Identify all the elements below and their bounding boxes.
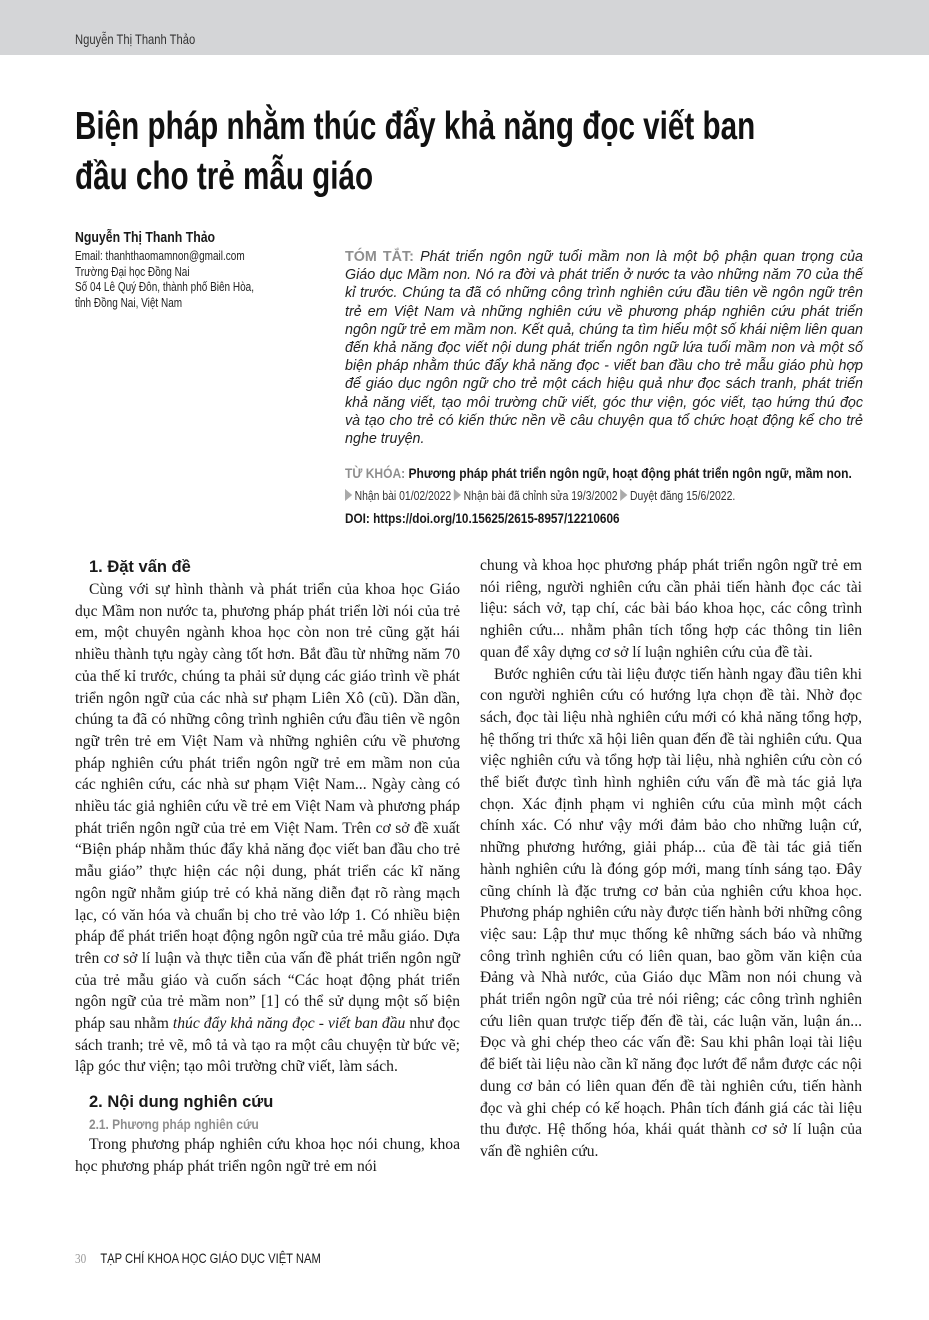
author-name: Nguyễn Thị Thanh Thảo: [75, 229, 216, 246]
section-2-1-paragraph-2: Bước nghiên cứu tài liệu được tiến hành ngay đầu tiên khi con người nghiên cứu có hướng lựa chọn đề tài. Nhờ đọc sách, đọc tài liệu nhà nghiên cứu mới có khả năng tổng hợp, hệ thống tri thức xã hội liên quan đến đề tài nghiên cứu. Qua việc nghiên cứu và tổng hợp tài liệu, nhà nghiên cứu còn có thể biết được tình hình nghiên cứu vấn đề mà tác giả lựa chọn. Xác định phạm vi nghiên cứu của mình một cách chính xác. Có như vậy mới đảm bảo cho những luận cứ, những phương hướng, giải pháp... của đề tài tác giả tiến hành nghiên cứu là đóng góp mới, mang tính sáng tạo. Đây cũng chính là đặc trưng cơ bản của nghiên cứu khoa học. Phương pháp nghiên cứu này được tiến hành bởi những công việc sau: Lập thư mục thống kê những sách báo và những công trình nghiên cứu có liên quan, bao gồm văn kiện của Đảng và Nhà nước, của Giáo dục Mầm non nói chung và phát triển ngôn ngữ của trẻ nói riêng; các công trình nghiên cứu liên quan trược tiếp đến đề tài, các luận văn, luận án... Đọc và ghi chép theo các vấn đề: Sau khi phân loại tài liệu để biết tài liệu nào cần kĩ năng đọc lướt để nắm được các nội dung cơ bản có liên quan đến đề tài nghiên cứu, tiến hành đọc và ghi chép có kế hoạch. Phân tích đánh giá các tài liệu thu được. Hệ thống hóa, khái quát thành cơ sở lí luận của vấn đề nghiên cứu.: [480, 665, 862, 1160]
arrow-icon: [620, 489, 627, 501]
running-header-author: Nguyễn Thị Thanh Thảo: [75, 31, 196, 47]
author-address-2: tỉnh Đồng Nai, Việt Nam: [75, 295, 183, 310]
arrow-icon: [454, 489, 461, 501]
author-address-1: Số 04 Lê Quý Đôn, thành phố Biên Hòa,: [75, 280, 255, 294]
body-column-left: [75, 555, 460, 1178]
paragraph-text-end: như đọc sách tranh; trẻ vẽ, mô tả và tạo ra một câu chuyện từ bức vẽ; lập góc thư viện; tạo môi trường chữ viết, làm sách.: [75, 1015, 460, 1076]
article-title: Biện pháp nhằm thúc đẩy khả năng đọc viết ban đầu cho trẻ mẫu giáo: [75, 105, 756, 198]
section-2-1-heading: 2.1. Phương pháp nghiên cứu: [89, 1116, 259, 1133]
abstract: [345, 248, 863, 448]
running-header: [0, 0, 929, 55]
abstract-text: Phát triển ngôn ngữ tuổi mầm non là một bộ phận quan trọng của Giáo dục Mầm non. Nó ra đời và phát triển ở nước ta vào những năm 70 của thế kỉ trước. Chúng ta đã có những công trình nghiên cứu đầu tiên về ngôn ngữ trên trẻ em Việt Nam và những nghiên cứu về phương pháp nghiên cứu phát triển ngôn ngữ trẻ em mầm non. Kết quả, chúng ta tìm hiểu một số khái niệm liên quan đến khả năng đọc viết nội dung phát triển ngôn ngữ lứa tuổi mầm non và một số biện pháp nhằm thúc đẩy khả năng đọc - viết ban đầu cho trẻ mẫu giáo phù hợp để giáo dục ngôn ngữ cho trẻ một cách hiệu quả như đọc sách tranh, phát triển khả năng viết, tạo môi trường chữ viết, góc thư viện, góc viết, tạo hứng thú đọc và tạo cho trẻ có kiến thức nền về câu chuyện qua tổ chức hoạt động kể cho trẻ nghe truyện.: [345, 249, 863, 448]
page-footer: [75, 1250, 321, 1268]
section-2-heading: 2. Nội dung nghiên cứu: [89, 1093, 274, 1112]
keywords: [345, 465, 861, 481]
date-accepted: Duyệt đăng 15/6/2022.: [630, 488, 736, 503]
author-institution: Trường Đại học Đồng Nai: [75, 264, 190, 279]
journal-name: TẠP CHÍ KHOA HỌC GIÁO DỤC VIỆT NAM: [100, 1250, 321, 1266]
author-email: Email: thanhthaomamnon@gmail.com: [75, 249, 245, 263]
abstract-label: TÓM TẮT:: [345, 249, 414, 265]
keywords-text: Phương pháp phát triển ngôn ngữ, hoạt động phát triển ngôn ngữ, mầm non.: [408, 465, 852, 481]
section-1-heading: 1. Đặt vấn đề: [89, 558, 191, 576]
date-received: Nhận bài 01/02/2022: [354, 488, 452, 503]
body-column-right: [480, 555, 862, 1163]
article-dates: [345, 488, 735, 503]
section-2-1-paragraph-start: Trong phương pháp nghiên cứu khoa học nói chung, khoa học phương pháp phát triển ngôn ngữ trẻ em nói: [75, 1136, 460, 1175]
paragraph-text: Cùng với sự hình thành và phát triển của khoa học Giáo dục Mầm non nước ta, phương pháp phát triển lời nói của trẻ em, một chuyên ngành khoa học còn non trẻ cũng gặt hái nhiều thành tựu ngày càng tốt hơn. Bắt đầu từ những năm 70 của thế kỉ trước, chúng ta phải sử dụng các giáo trình về phát triển ngôn ngữ của các nhà sư phạm Liên Xô (cũ). Dần dần, chúng ta đã có những công trình nghiên cứu đầu tiên về ngôn ngữ trên trẻ em Việt Nam và những nghiên cứu về phương pháp nghiên cứu phát triển ngôn ngữ trẻ em mầm non của các nghiên cứu, các nhà sư phạm Việt Nam... Ngày càng có nhiều tác giả nghiên cứu về trẻ em Việt Nam và phương pháp phát triển ngôn ngữ của trẻ em Việt Nam. Trên cơ sở đề xuất “Biện pháp nhằm thúc đẩy khả năng đọc viết ban đầu cho trẻ mẫu giáo” thực hiện các nội dung, phát triển các kĩ năng ngôn ngữ nhằm giúp trẻ có khả năng diễn đạt rõ ràng mạch lạc, có văn hóa và chuẩn bị cho trẻ vào lớp 1. Có nhiều biện pháp để phát triển hoạt động ngôn ngữ của trẻ mẫu giáo. Dựa trên cơ sở lí luận và thực tiễn của vấn đề phát triển ngôn ngữ của trẻ mẫu giáo và cuốn sách “Các hoạt động phát triển ngôn ngữ của trẻ mầm non” [1] có thể sử dụng một số biện pháp sau nhằm: [75, 581, 460, 1033]
keywords-label: TỪ KHÓA:: [345, 465, 406, 481]
paragraph-emphasis: thúc đẩy khả năng đọc - viết ban đầu: [172, 1015, 406, 1033]
date-revised: Nhận bài đã chỉnh sửa 19/3/2002: [463, 488, 618, 503]
section-1-paragraph: [75, 579, 460, 1078]
doi-link[interactable]: DOI: https://doi.org/10.15625/2615-8957/12210606: [345, 510, 620, 526]
author-affiliation: [75, 249, 254, 311]
page-number: 30: [75, 1252, 87, 1267]
section-2-1-paragraph-continued: chung và khoa học phương pháp phát triển ngôn ngữ trẻ em nói riêng, người nghiên cứu cần phải tiến hành đọc các tài liệu: sách vở, tạp chí, các bài báo khoa học, các công trình nghiên cứu... nhằm phân tích tổng hợp các thông tin liên quan để xây dựng cơ sở lí luận nghiên cứu của đề tài.: [480, 557, 862, 661]
arrow-icon: [345, 489, 352, 501]
